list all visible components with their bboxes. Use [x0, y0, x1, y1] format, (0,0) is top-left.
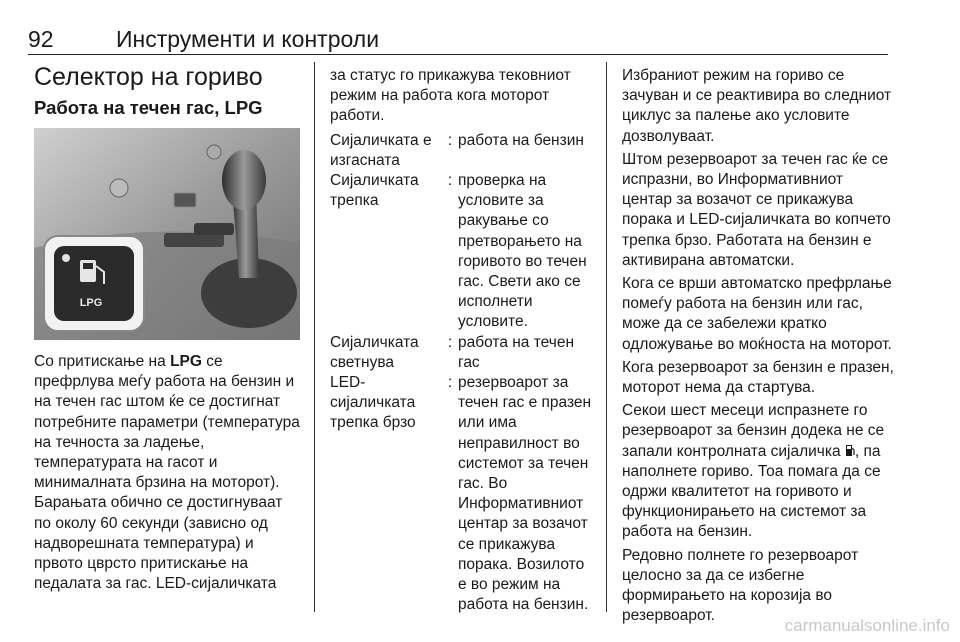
table-row: Сијаличката трепка : проверка на условите за ракување со претворањето на горивото во течен гас. Свети ако се исполнети условите. [330, 172, 587, 331]
column-3 [622, 66, 894, 629]
paragraph: Штом резервоарот за течен гас ќе се испразни, во Информативниот центар за возачот се прикажува порака и LED-сијаличката во копчето трепка брзо. Работата на бензин е активирана автоматски. [622, 150, 891, 269]
table-row: Сијаличката е изгасната : работа на бензин [330, 131, 584, 169]
table-row: LED-сијаличката трепка брзо : резервоарот за течен гас е празен или има неправилност во системот за течен гас. Во Информативниот центар за возачот се прикажува порака. Возилото е во режим на работа на бензин. [330, 374, 592, 614]
section-subheading: Работа на течен гас, LPG [34, 97, 263, 118]
column-2 [330, 66, 600, 615]
table-row: Сијаличката светнува : работа на течен гас [330, 333, 575, 371]
column-divider-1 [314, 62, 315, 612]
column-divider-2 [606, 62, 607, 612]
paragraph: Редовно полнете го резервоарот целосно за да се избегне формирањето на корозија во резервоарот. [622, 546, 859, 625]
fuel-pump-icon [845, 444, 855, 457]
paragraph: Кога резервоарот за бензин е празен, моторот нема да стартува. [622, 358, 894, 397]
page-header [28, 24, 888, 55]
paragraph: Избраниот режим на гориво се зачуван и се реактивира во следниот циклус за палење ако условите дозволуваат. [622, 67, 892, 145]
paragraph: Секои шест месеци испразнете го резервоарот за бензин додека не се запали контролната сијаличка , па наполнете гориво. Тоа помага да се одржи квалитетот на горивото и функционирањето на системот за работа на бензин. [622, 402, 885, 541]
paragraph: Кога се врши автоматско префрлање помеѓу работа на бензин или гас, може да се забележи кратко одложување во моќноста на моторот. [622, 275, 892, 353]
section-heading: Селектор на гориво [34, 63, 263, 91]
paragraph: Со притискање на LPG се префрлува меѓу работа на бензин и на течен гас штом ќе се достигнат потребните параметри (температура на течноста за ладење, температурата на гасот и минималната брзина на моторот). Барањата обично се достигнуваат по околу 60 секунди (зависно од надворешната температура) и првото цврсто притискање на педалата за гас. LED-сијаличката [34, 353, 300, 593]
lpg-button-photo [34, 128, 300, 340]
watermark: carmanualsonline.info [784, 616, 950, 635]
header-title: Инструменти и контроли [116, 26, 380, 52]
paragraph: за статус го прикажува тековниот режим на работа кога моторот работи. [330, 67, 571, 125]
lpg-button-label: LPG [79, 297, 103, 309]
column-1 [34, 62, 302, 597]
page-number: 92 [28, 26, 54, 52]
status-table [330, 131, 592, 616]
